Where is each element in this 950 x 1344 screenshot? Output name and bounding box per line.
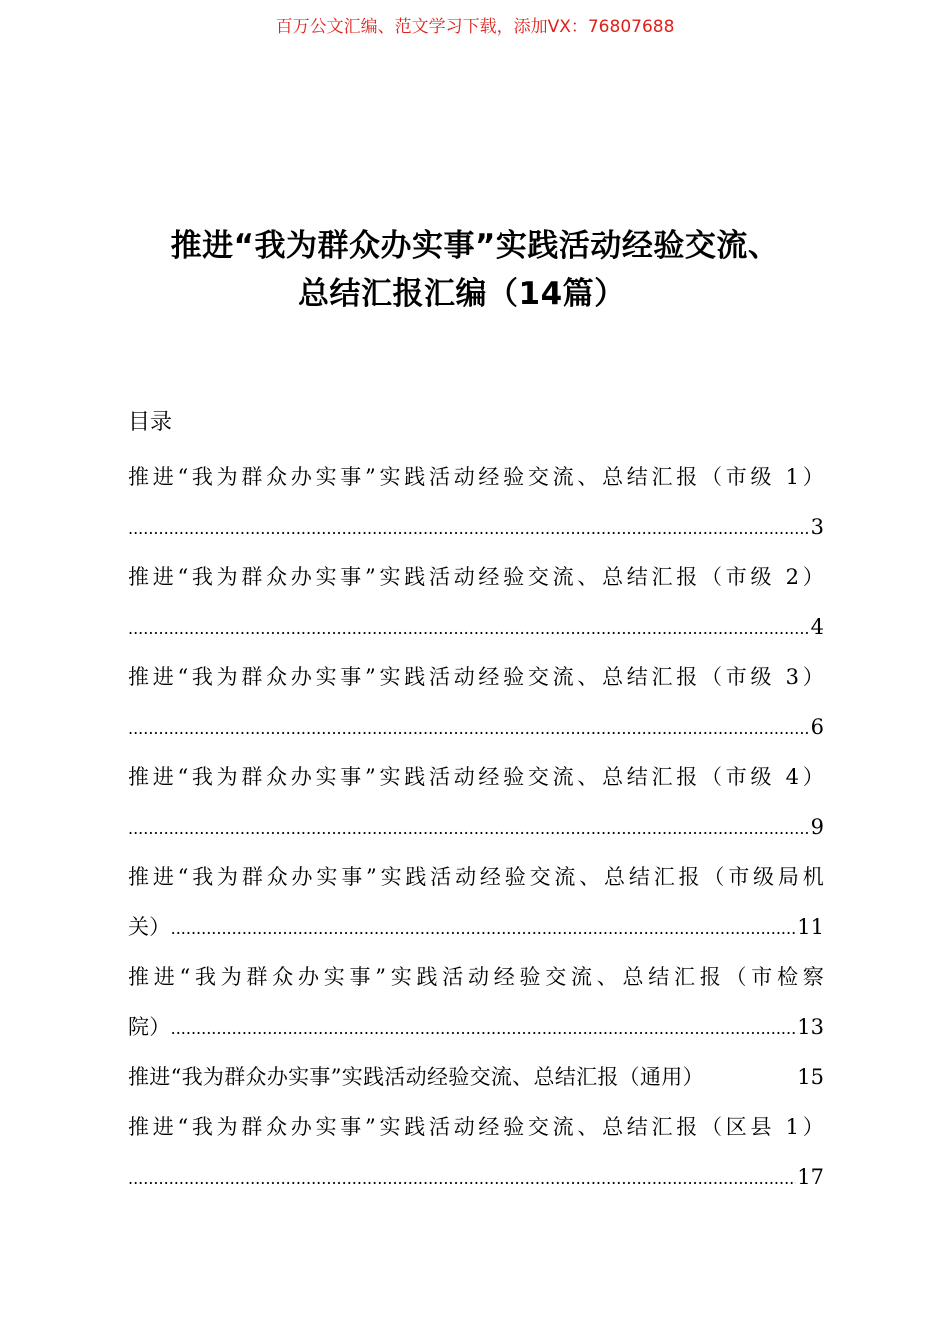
- toc-entry[interactable]: [128, 652, 824, 752]
- toc-entry-title: 推进“我为群众办实事”实践活动经验交流、总结汇报（市级 2）: [128, 565, 824, 589]
- toc-heading: 目录: [128, 410, 173, 435]
- toc-entry[interactable]: [128, 1052, 824, 1102]
- toc-entry[interactable]: [128, 952, 824, 1052]
- toc-entry-title: 推进“我为群众办实事”实践活动经验交流、总结汇报（市检察: [128, 965, 824, 989]
- toc-entry-title: 推进“我为群众办实事”实践活动经验交流、总结汇报（区县 1）: [128, 1115, 824, 1139]
- toc-entry-title: 推进“我为群众办实事”实践活动经验交流、总结汇报（市级 3）: [128, 665, 824, 689]
- toc-entry-title: 推进“我为群众办实事”实践活动经验交流、总结汇报（通用）: [128, 1065, 704, 1089]
- toc-entry-page: 15: [797, 1065, 824, 1089]
- toc-entry-page: 11: [797, 915, 824, 939]
- toc-entry[interactable]: [128, 552, 824, 652]
- toc-entry-page: 4: [810, 615, 824, 639]
- toc-entry-title-continued: 关）: [128, 915, 171, 939]
- toc-entry[interactable]: [128, 1102, 824, 1202]
- toc-leader-dots: [171, 1004, 797, 1052]
- title-line-2: 总结汇报汇编（14篇）: [298, 276, 626, 312]
- toc-entry-page: 9: [810, 815, 824, 839]
- toc-leader-dots: [171, 904, 797, 952]
- toc-entry-page: 3: [810, 515, 824, 539]
- toc-entry-title: 推进“我为群众办实事”实践活动经验交流、总结汇报（市级局机: [128, 865, 824, 889]
- toc-entry-title-continued: 院）: [128, 1015, 171, 1039]
- toc-leader-dots: [128, 704, 810, 752]
- toc-leader-dots: [128, 604, 810, 652]
- table-of-contents: [128, 452, 824, 1202]
- toc-leader-dots: [128, 804, 810, 852]
- toc-leader-dots: [128, 504, 810, 552]
- toc-entry-title: 推进“我为群众办实事”实践活动经验交流、总结汇报（市级 1）: [128, 465, 824, 489]
- toc-entry-page: 13: [797, 1015, 824, 1039]
- toc-entry[interactable]: [128, 452, 824, 552]
- toc-entry-page: 6: [810, 715, 824, 739]
- toc-leader-dots: [128, 1154, 796, 1202]
- title-line-1: 推进“我为群众办实事”实践活动经验交流、: [170, 228, 780, 264]
- document-title: [60, 222, 890, 318]
- toc-entry[interactable]: [128, 752, 824, 852]
- toc-entry[interactable]: [128, 852, 824, 952]
- header-note: 百万公文汇编、范文学习下载，添加VX：76807688: [275, 17, 675, 37]
- toc-entry-title: 推进“我为群众办实事”实践活动经验交流、总结汇报（市级 4）: [128, 765, 824, 789]
- toc-entry-page: 17: [797, 1165, 824, 1189]
